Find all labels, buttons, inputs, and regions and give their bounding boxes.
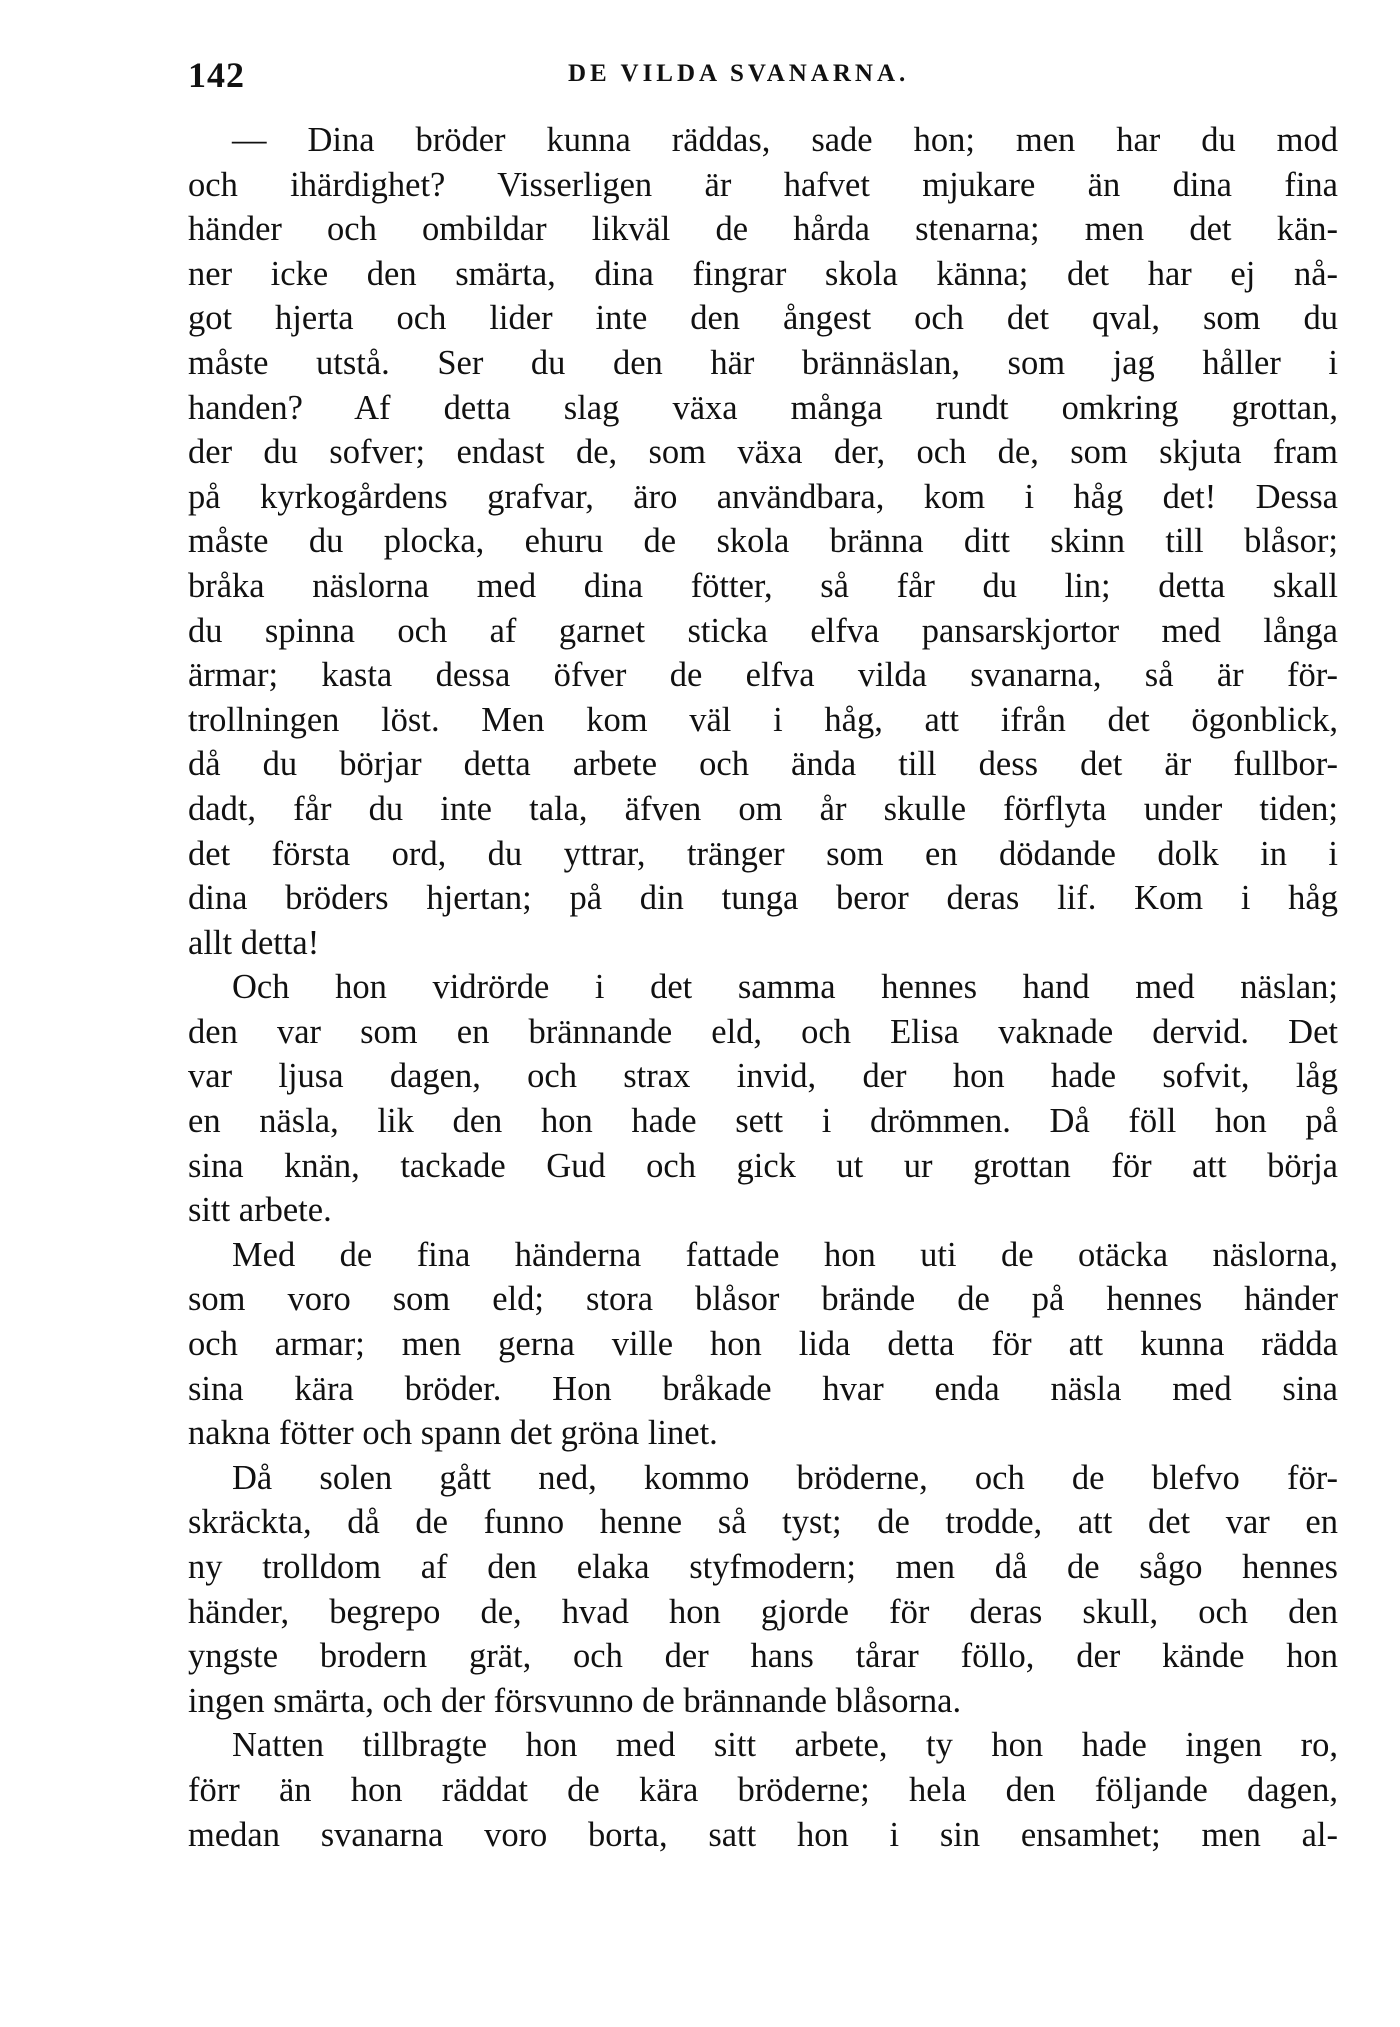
text-line: got hjerta och lider inte den ångest och det qval, som du xyxy=(188,299,1338,338)
book-page xyxy=(188,40,1338,2000)
text-line: medan svanarna voro borta, satt hon i sin ensamhet; men al- xyxy=(188,1815,1338,1854)
text-line: dadt, får du inte tala, äfven om år skulle förflyta under tiden; xyxy=(188,789,1338,828)
text-line: sitt arbete. xyxy=(188,1191,332,1230)
text-line: dina bröders hjertan; på din tunga beror deras lif. Kom i håg xyxy=(188,879,1338,918)
text-line: allt detta! xyxy=(188,923,320,962)
text-line: ingen smärta, och der försvunno de brännande blåsorna. xyxy=(188,1681,962,1720)
text-line: den var som en brännande eld, och Elisa vaknade dervid. Det xyxy=(188,1012,1338,1051)
text-line: en näsla, lik den hon hade sett i drömmen. Då föll hon på xyxy=(188,1102,1338,1141)
text-line: Och hon vidrörde i det samma hennes hand med näslan; xyxy=(232,968,1338,1007)
text-line: händer, begrepo de, hvad hon gjorde för deras skull, och den xyxy=(188,1592,1338,1631)
text-line: som voro som eld; stora blåsor brände de på hennes händer xyxy=(188,1280,1338,1319)
running-head: DE VILDA SVANARNA. xyxy=(568,60,910,87)
text-line: sina knän, tackade Gud och gick ut ur grottan för att börja xyxy=(188,1146,1338,1185)
text-line: skräckta, då de funno henne så tyst; de trodde, att det var en xyxy=(188,1503,1338,1542)
text-line: var ljusa dagen, och strax invid, der hon hade sofvit, låg xyxy=(188,1057,1338,1096)
text-line: bråka näslorna med dina fötter, så får du lin; detta skall xyxy=(188,566,1338,605)
text-line: sina kära bröder. Hon bråkade hvar enda näsla med sina xyxy=(188,1369,1338,1408)
text-line: du spinna och af garnet sticka elfva pansarskjortor med långa xyxy=(188,611,1338,650)
text-line: handen? Af detta slag växa många rundt omkring grottan, xyxy=(188,388,1338,427)
text-line: Med de fina händerna fattade hon uti de otäcka näslorna, xyxy=(232,1235,1338,1274)
text-line: trollningen löst. Men kom väl i håg, att ifrån det ögonblick, xyxy=(188,700,1338,739)
text-line: der du sofver; endast de, som växa der, och de, som skjuta fram xyxy=(188,433,1338,472)
text-line: förr än hon räddat de kära bröderne; hela den följande dagen, xyxy=(188,1770,1338,1809)
text-line: måste utstå. Ser du den här brännäslan, som jag håller i xyxy=(188,343,1338,382)
text-line: och armar; men gerna ville hon lida detta för att kunna rädda xyxy=(188,1325,1338,1364)
text-line: Natten tillbragte hon med sitt arbete, ty hon hade ingen ro, xyxy=(232,1726,1338,1765)
text-line: på kyrkogårdens grafvar, äro användbara, kom i håg det! Dessa xyxy=(188,477,1338,516)
text-line: yngste brodern grät, och der hans tårar föllo, der kände hon xyxy=(188,1637,1338,1676)
page-header xyxy=(188,40,1338,100)
text-line: händer och ombildar likväl de hårda stenarna; men det kän- xyxy=(188,210,1338,249)
page-number: 142 xyxy=(188,55,245,95)
text-line: Då solen gått ned, kommo bröderne, och de blefvo för- xyxy=(232,1458,1338,1497)
text-line: — Dina bröder kunna räddas, sade hon; men har du mod xyxy=(232,121,1338,159)
text-line: måste du plocka, ehuru de skola bränna ditt skinn till blåsor; xyxy=(188,522,1338,561)
text-line: då du börjar detta arbete och ända till dess det är fullbor- xyxy=(188,745,1338,784)
text-line: ner icke den smärta, dina fingrar skola känna; det har ej nå- xyxy=(188,254,1338,293)
text-line: och ihärdighet? Visserligen är hafvet mjukare än dina fina xyxy=(188,165,1338,204)
text-line: ny trolldom af den elaka styfmodern; men då de sågo hennes xyxy=(188,1548,1338,1586)
text-line: det första ord, du yttrar, tränger som en dödande dolk in i xyxy=(188,834,1338,873)
text-line: nakna fötter och spann det gröna linet. xyxy=(188,1414,718,1453)
body-text xyxy=(188,118,1338,1857)
text-line: ärmar; kasta dessa öfver de elfva vilda svanarna, så är för- xyxy=(188,656,1338,695)
